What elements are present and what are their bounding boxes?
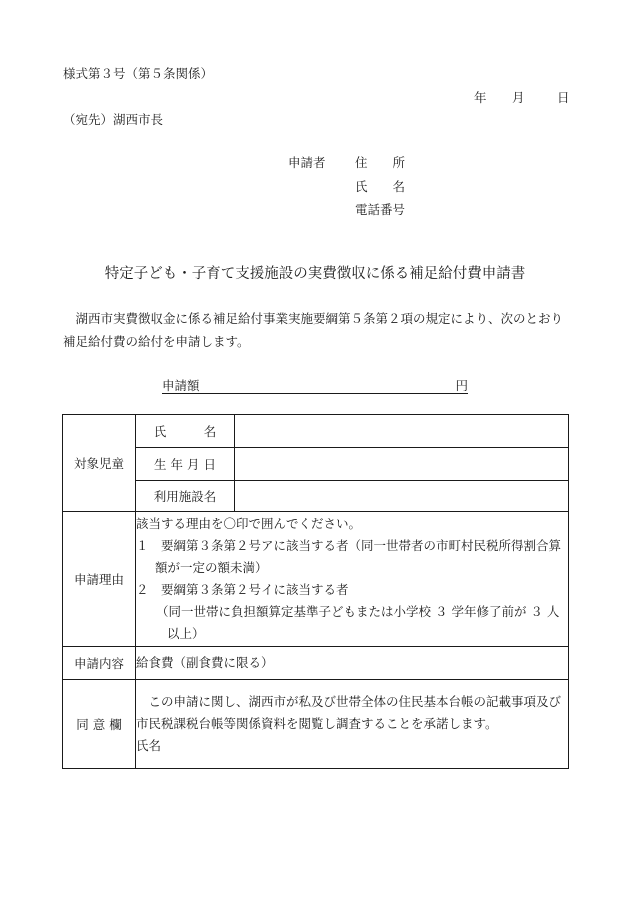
body-text: 湖西市実費徴収金に係る補足給付事業実施要綱第５条第２項の規定により、次のとおり補足給付費の給付を申請します。 [63, 311, 564, 349]
applicant-name-label: 氏 名 [355, 179, 406, 194]
reason-cell[interactable] [136, 512, 569, 647]
reason-item-2[interactable]: ２ 要綱第３条第２号イに該当する者 [136, 582, 349, 597]
consent-cell[interactable] [136, 680, 569, 769]
child-name-field[interactable] [235, 415, 569, 448]
facility-label: 利用施設名 [136, 481, 235, 512]
form-number: 様式第３号（第５条関係） [63, 66, 214, 81]
reason-header: 申請理由 [63, 512, 136, 647]
consent-name-label: 氏名 [136, 738, 162, 753]
reason-item-2-detail: （同一世帯に負担額算定基準子どもまたは小学校 ３ 学年修了前が ３ 人以上） [156, 604, 560, 641]
application-table [62, 414, 569, 769]
content-value: 給食費（副食費に限る） [136, 647, 569, 680]
child-header: 対象児童 [63, 415, 136, 512]
consent-text: この申請に関し、湖西市が私及び世帯全体の住民基本台帳の記載事項及び市民税課税台帳等関係資料を閲覧し調査することを承諾します。 [136, 694, 562, 731]
applicant-phone-label: 電話番号 [355, 202, 406, 217]
reason-instruction: 該当する理由を〇印で囲んでください。 [136, 516, 362, 531]
date-day-label: 日 [557, 90, 570, 105]
date-month-label: 月 [512, 90, 525, 105]
amount-label: 申請額 [162, 378, 200, 393]
amount-line [162, 376, 468, 394]
facility-field[interactable] [235, 481, 569, 512]
applicant-address-label: 住 所 [355, 155, 406, 170]
child-dob-field[interactable] [235, 448, 569, 481]
addressee: （宛先）湖西市長 [63, 112, 164, 127]
applicant-label: 申請者 [288, 155, 326, 170]
reason-item-1[interactable]: １ 要綱第３条第２号アに該当する者（同一世帯者の市町村民税所得割合算額が一定の額未満） [136, 538, 562, 575]
date-year-label: 年 [474, 90, 487, 105]
content-header: 申請内容 [63, 647, 136, 680]
amount-unit: 円 [455, 378, 468, 393]
document-title: 特定子ども・子育て支援施設の実費徴収に係る補足給付費申請書 [104, 266, 526, 282]
child-name-label: 氏 名 [136, 415, 235, 448]
child-dob-label: 生 年 月 日 [136, 448, 235, 481]
consent-header: 同 意 欄 [63, 680, 136, 769]
